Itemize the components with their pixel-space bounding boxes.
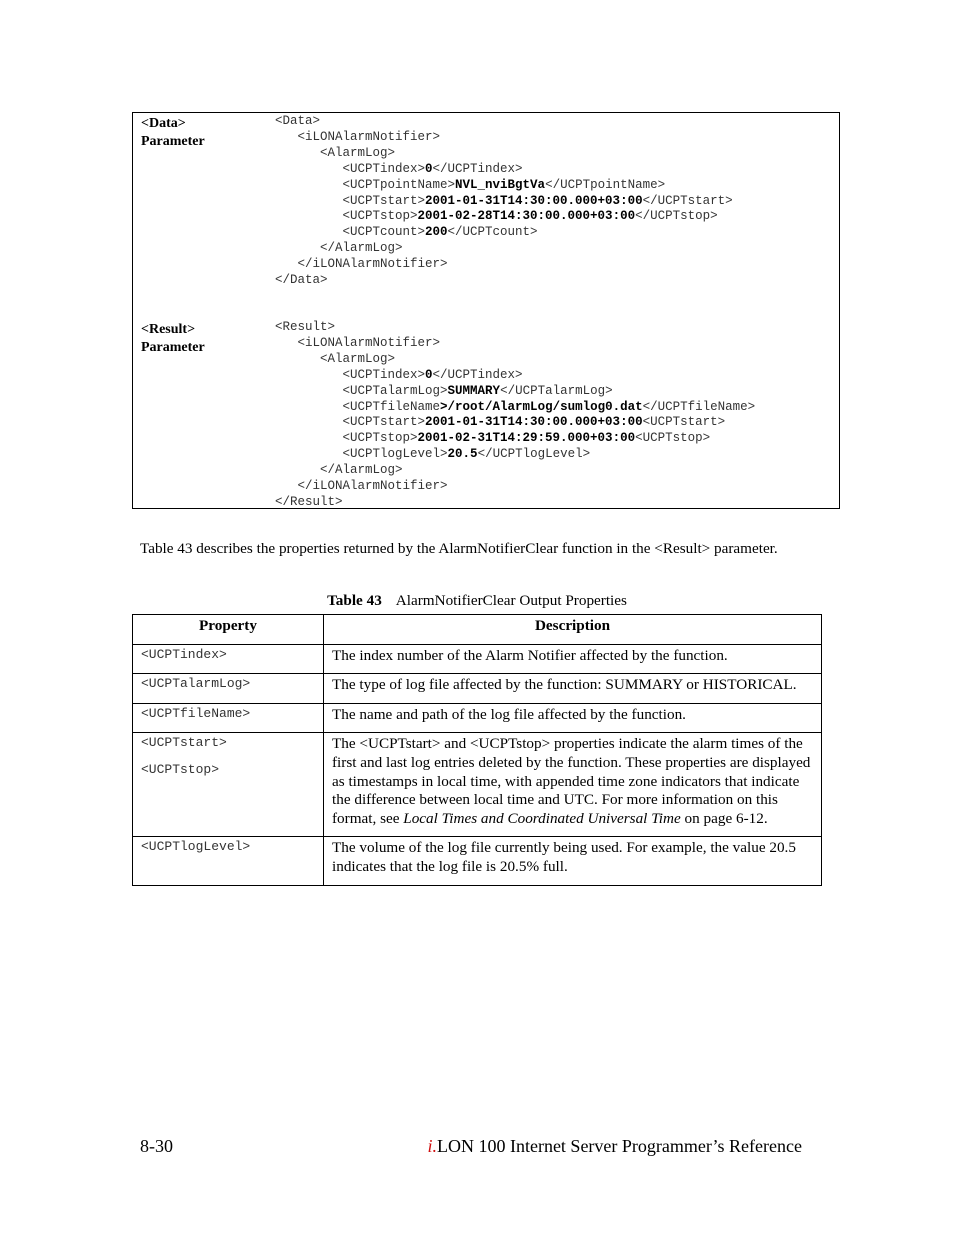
description-cell (324, 733, 822, 837)
data-code-line (275, 114, 733, 130)
xml-value: 2001-02-31T14:29:59.000+03:00 (417, 431, 636, 446)
data-label-tag: <Data> (141, 116, 186, 131)
result-code-line (275, 336, 755, 352)
result-code-line (275, 447, 755, 463)
xml-value: 2001-01-31T14:30:00.000+03:00 (425, 193, 643, 208)
property-cell (133, 733, 324, 837)
xml-tag: </UCPTindex> (432, 161, 523, 176)
data-code-line (275, 178, 733, 194)
xml-tag: <UCPTindex> (342, 161, 426, 176)
xml-value: 200 (425, 225, 448, 240)
description-cell: The index number of the Alarm Notifier affected by the function. (324, 644, 822, 674)
xml-tag: </UCPTfileName> (642, 399, 756, 414)
result-code-line (275, 400, 755, 416)
xml-value: 20.5 (447, 447, 478, 462)
table-row (133, 644, 822, 674)
result-label-word: Parameter (141, 340, 205, 355)
result-parameter-code (275, 320, 755, 511)
result-code-line (275, 415, 755, 431)
xml-tag: </UCPTpointName> (545, 177, 666, 192)
xml-value: 0 (425, 367, 433, 382)
xml-tag: <UCPTlogLevel> (342, 447, 448, 462)
xml-tag: <UCPTcount> (342, 225, 426, 240)
table-caption (0, 591, 954, 610)
xml-tag: </UCPTindex> (432, 367, 523, 382)
description-tail: on page 6-12. (680, 809, 768, 827)
xml-tag: <UCPTindex> (342, 367, 426, 382)
property-stop: <UCPTstop> (141, 762, 220, 778)
result-label-tag: <Result> (141, 322, 196, 337)
header-description: Description (324, 615, 822, 645)
result-code-line (275, 431, 755, 447)
xml-tag: <UCPTpointName> (342, 177, 456, 192)
result-code-line (275, 368, 755, 384)
description-main: The <UCPTstart> and <UCPTstop> properties indicate the alarm times of the first and last log entries deleted by the function. These properties are displayed as timestamps in local time, with appended time zone indicators that indicate the difference between local time and UTC. For more information on this format, see (332, 735, 811, 827)
xml-tag: <UCPTstop> (342, 209, 418, 224)
result-code-line (275, 320, 755, 336)
property-cell: <UCPTfileName> (133, 703, 324, 733)
result-code-line (275, 384, 755, 400)
xml-tag: <AlarmLog> (320, 351, 396, 366)
data-code-line (275, 273, 733, 289)
result-code-line (275, 479, 755, 495)
data-code-line (275, 257, 733, 273)
description-cell: The name and path of the log file affected by the function. (324, 703, 822, 733)
xml-tag: </AlarmLog> (320, 241, 403, 256)
header-property: Property (133, 615, 324, 645)
xml-tag: </UCPTstart> (642, 193, 733, 208)
xml-tag: <UCPTstart> (342, 193, 426, 208)
xml-value: 2001-02-28T14:30:00.000+03:00 (417, 209, 636, 224)
footer-document-title (427, 1135, 802, 1157)
xml-tag: <UCPTstart> (342, 415, 426, 430)
properties-table (132, 614, 822, 886)
table-caption-number: Table 43 (327, 592, 382, 609)
result-code-line (275, 463, 755, 479)
xml-tag: <UCPTstop> (342, 431, 418, 446)
xml-tag: </Result> (275, 494, 343, 509)
data-code-line (275, 194, 733, 210)
data-code-line (275, 209, 733, 225)
footer-page-number: 8-30 (140, 1136, 173, 1156)
intro-paragraph: Table 43 describes the properties returned by the AlarmNotifierClear function in the <Result> parameter. (140, 540, 778, 557)
xml-tag: </AlarmLog> (320, 463, 403, 478)
xml-tag: </iLONAlarmNotifier> (297, 257, 448, 272)
xml-value: 0 (425, 161, 433, 176)
result-code-line (275, 495, 755, 511)
description-cell: The volume of the log file currently being used. For example, the value 20.5 indicates that the log file is 20.5% full. (324, 837, 822, 885)
cross-reference: Local Times and Coordinated Universal Time (403, 809, 681, 827)
footer-title-text: LON 100 Internet Server Programmer’s Reference (436, 1136, 802, 1156)
xml-tag: <UCPTfileName (342, 399, 441, 414)
xml-value: SUMMARY (447, 383, 501, 398)
xml-tag: <UCPTstart> (642, 415, 726, 430)
data-code-line (275, 130, 733, 146)
data-parameter-code (275, 114, 733, 289)
xml-tag: <AlarmLog> (320, 145, 396, 160)
result-parameter-label (141, 321, 205, 357)
data-code-line (275, 146, 733, 162)
xml-value: 2001-01-31T14:30:00.000+03:00 (425, 415, 643, 430)
table-row (133, 703, 822, 733)
xml-tag: <iLONAlarmNotifier> (297, 129, 441, 144)
table-row (133, 674, 822, 704)
table-caption-title: AlarmNotifierClear Output Properties (395, 592, 627, 609)
data-parameter-label (141, 115, 205, 151)
xml-value: NVL_nviBgtVa (455, 177, 546, 192)
xml-tag: </Data> (275, 273, 328, 288)
description-cell: The type of log file affected by the function: SUMMARY or HISTORICAL. (324, 674, 822, 704)
xml-tag: </UCPTstop> (635, 209, 718, 224)
table-header-row (133, 615, 822, 645)
table-row (133, 837, 822, 885)
data-code-line (275, 241, 733, 257)
table-row (133, 733, 822, 837)
property-start: <UCPTstart> (141, 735, 227, 751)
data-code-line (275, 225, 733, 241)
xml-tag: <Result> (275, 320, 336, 334)
footer-brand-i: i. (427, 1136, 437, 1156)
xml-example-box (132, 112, 840, 509)
xml-value: >/root/AlarmLog/sumlog0.dat (440, 399, 643, 414)
xml-tag: </UCPTcount> (447, 225, 538, 240)
xml-tag: <UCPTalarmLog> (342, 383, 448, 398)
xml-tag: <Data> (275, 114, 321, 128)
property-cell: <UCPTalarmLog> (133, 674, 324, 704)
xml-tag: <UCPTstop> (635, 431, 711, 446)
xml-tag: </UCPTlogLevel> (477, 447, 591, 462)
property-cell: <UCPTindex> (133, 644, 324, 674)
xml-tag: </UCPTalarmLog> (500, 383, 613, 398)
data-label-word: Parameter (141, 134, 205, 149)
xml-tag: <iLONAlarmNotifier> (297, 335, 441, 350)
result-code-line (275, 352, 755, 368)
data-code-line (275, 162, 733, 178)
xml-tag: </iLONAlarmNotifier> (297, 479, 448, 494)
property-cell: <UCPTlogLevel> (133, 837, 324, 885)
